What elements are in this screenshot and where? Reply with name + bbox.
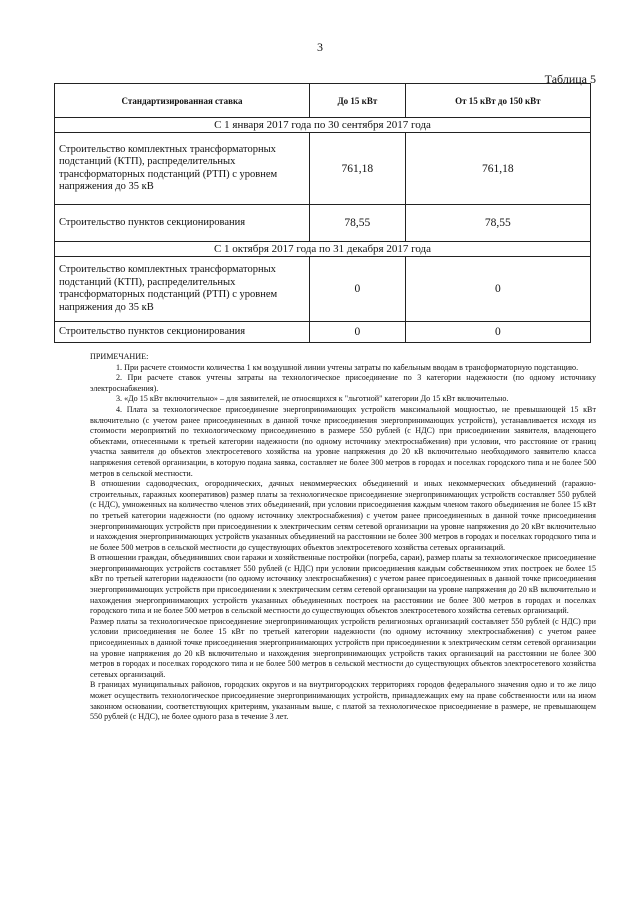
note-item: 4. Плата за технологическое присоединение энергопринимающих устройств максимальной мощностью, не превышающей 15 кВт включительно (с учетом ранее присоединенных в данной точке присоединения энергопринимающих устройств), устанавливается исходя из стоимости мероприятий по технологическому присоединению в размере 550 рублей (с НДС) при присоединении заявителя, владеющего объектами, отнесенными к третьей категории надежности (по одному источнику электроснабжения) при условии, что расстояние от границ участка заявителя до объектов электросетевого хозяйства на уровне напряжения до 20 кВ включительно необходимого заявителю класса напряжения сетевой организации, в которую подана заявка, составляет не более 300 метров в городах и поселках городского типа и не более 500 метров в сельской местности. [90,404,596,478]
period-label: С 1 января 2017 года по 30 сентября 2017 года [55,118,591,133]
table-row [55,322,591,343]
notes-title: ПРИМЕЧАНИЕ: [90,352,149,361]
row-value-15-to-150: 0 [405,322,590,343]
row-description: Строительство пунктов секционирования [55,205,310,242]
row-description: Строительство комплектных трансформаторных подстанций (КТП), распределительных трансформаторных подстанций (РТП) с уровнем напряжения до 35 кВ [55,133,310,205]
table-row [55,205,591,242]
note-paragraph: В границах муниципальных районов, городских округов и на внутригородских территориях городов федерального значения одно и то же лицо может осуществить технологическое присоединение энергопринимающих устройств, принадлежащих ему на праве собственности или на ином законном основании, соответствующих критериям, указанным выше, с платой за технологическое присоединение в размере, не превышающем 550 рублей (с НДС), не более одного раза в течение 3 лет. [90,680,596,722]
note-paragraph: Размер платы за технологическое присоединение энергопринимающих устройств религиозных организаций составляет 550 рублей (с НДС) при условии присоединения не более 15 кВт по третьей категории надежности (по одному источнику электроснабжения) с учетом ранее присоединенных в данной точке присоединения энергопринимающих устройств при присоединении к электрическим сетям сетевой организации на уровне напряжения до 20 кВ включительно и нахождения энергопринимающих устройств таких организаций на расстоянии не более 300 метров в городах и поселках городского типа и не более 500 метров в сельской местности до существующих объектов электросетевого хозяйства сетевых организаций. [90,616,596,679]
row-value-up-to-15: 78,55 [310,205,406,242]
row-description: Строительство пунктов секционирования [55,322,310,343]
row-value-15-to-150: 761,18 [405,133,590,205]
note-item: 1. При расчете стоимости количества 1 км воздушной линии учтены затраты по кабельным вводам в трансформаторную подстанцию. [116,362,579,372]
page-number: 3 [317,40,323,54]
note-paragraph: В отношении садоводческих, огороднических, дачных некоммерческих объединений и иных некоммерческих объединений (гаражно-строительных, гаражных кооперативов) размер платы за технологическое присоединение энергопринимающих устройств составляет 550 рублей (с НДС), умноженных на количество членов этих объединений, при условии присоединения каждым членом такого объединения не более 15 кВт по третьей категории надежности (по одному источнику электроснабжения) с учетом ранее присоединенных в данной точке присоединения энергопринимающих устройств при присоединении к электрическим сетям сетевой организации на уровне напряжения до 20 кВт включительно и нахождения энергопринимающих устройств указанных объединений на расстоянии не более 300 метров в городах и поселках городского типа и не более 500 метров в сельской местности до существующих объектов электросетевого хозяйства сетевых организаций. [90,479,596,552]
row-value-15-to-150: 78,55 [405,205,590,242]
rates-table [54,83,591,343]
notes-section [90,352,596,723]
row-value-up-to-15: 0 [310,322,406,343]
row-value-up-to-15: 0 [310,257,406,322]
period-row [55,242,591,257]
header-up-to-15: До 15 кВт [310,84,406,118]
table-caption: Таблица 5 [544,72,596,86]
note-item: 3. «До 15 кВт включительно» – для заявителей, не относящихся к "льготной" категории До 15 кВт включительно. [116,394,509,404]
row-value-up-to-15: 761,18 [310,133,406,205]
period-label: С 1 октября 2017 года по 31 декабря 2017 года [55,242,591,257]
table-row [55,257,591,322]
note-item: 2. При расчете ставок учтены затраты на технологическое присоединение по 3 категории надежности (по одному источнику электроснабжения). [90,373,596,393]
header-rate: Стандартизированная ставка [55,84,310,118]
row-value-15-to-150: 0 [405,257,590,322]
table-header-row [55,84,591,118]
row-description: Строительство комплектных трансформаторных подстанций (КТП), распределительных трансформаторных подстанций (РТП) с уровнем напряжения до 35 кВ [55,257,310,322]
period-row [55,118,591,133]
table-row [55,133,591,205]
header-15-to-150: От 15 кВт до 150 кВт [405,84,590,118]
note-paragraph: В отношении граждан, объединивших свои гаражи и хозяйственные постройки (погреба, сараи), размер платы за технологическое присоединение энергопринимающих устройств составляет 550 рублей (с НДС) при условии присоединения каждым собственником этих построек не более 15 кВт по третьей категории надежности (по одному источнику электроснабжения) с учетом ранее присоединенных в данной точке присоединения энергопринимающих устройств при присоединении к электрическим сетям сетевой организации на уровне напряжения до 20 кВ включительно и нахождения энергопринимающих устройств указанных объединенных построек на расстоянии не более 300 метров в городах и поселках городского типа и не более 500 метров в сельской местности до существующих объектов электросетевого хозяйства сетевых организаций. [90,553,596,616]
